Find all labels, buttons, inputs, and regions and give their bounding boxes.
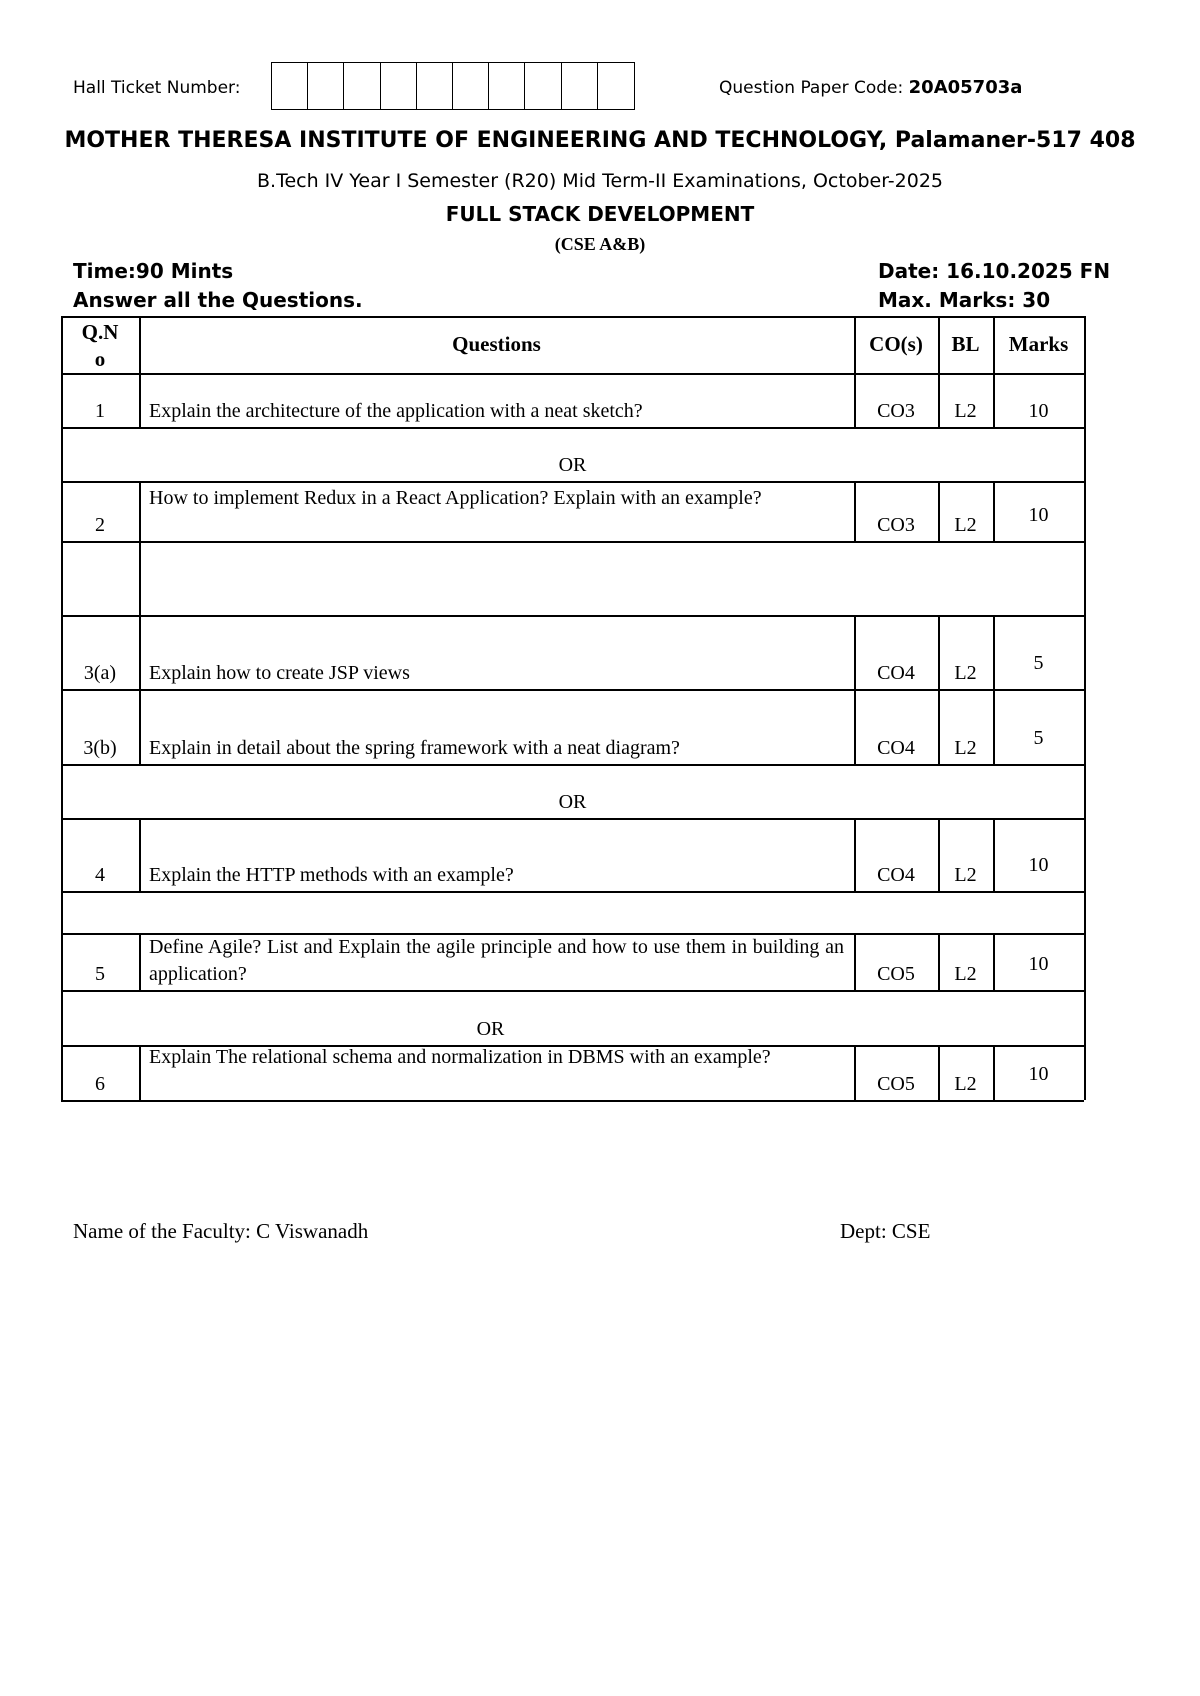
bl-value: L2 — [954, 963, 977, 985]
hall-ticket-boxes — [271, 62, 635, 110]
marks-value: 10 — [1028, 854, 1049, 876]
table-rule — [61, 818, 1084, 820]
hall-ticket-digit-box — [272, 63, 308, 109]
table-rule — [139, 933, 141, 990]
table-rule — [1084, 764, 1086, 818]
marks-value: 5 — [1033, 652, 1044, 674]
co-header: CO(s) — [869, 332, 923, 356]
branch-label: (CSE A&B) — [554, 234, 646, 254]
table-rule — [1084, 1045, 1086, 1100]
bl-value: L2 — [954, 400, 977, 422]
bl-value: L2 — [954, 662, 977, 684]
question-text: Explain the architecture of the application with a neat sketch? — [149, 400, 643, 422]
hall-ticket-digit-box — [417, 63, 453, 109]
table-rule — [1084, 481, 1086, 541]
table-rule — [61, 541, 1084, 543]
hall-ticket-digit-box — [453, 63, 489, 109]
bl-header: BL — [951, 332, 980, 356]
faculty-name: Name of the Faculty: C Viswanadh — [73, 1219, 369, 1243]
hall-ticket-digit-box — [562, 63, 598, 109]
hall-ticket-digit-box — [344, 63, 380, 109]
or-separator: OR — [558, 791, 587, 813]
question-table — [61, 316, 1084, 1100]
question-number: 5 — [95, 963, 105, 985]
marks-value: 10 — [1028, 1063, 1049, 1085]
co-value: CO4 — [877, 864, 915, 886]
question-paper-code — [719, 77, 1022, 98]
table-rule — [139, 818, 141, 891]
question-number: 3(a) — [83, 662, 117, 684]
question-number: 1 — [95, 400, 105, 422]
table-rule — [139, 373, 141, 427]
table-rule — [1084, 933, 1086, 990]
table-rule — [61, 316, 1084, 318]
table-rule — [61, 615, 1084, 617]
or-separator: OR — [558, 454, 587, 476]
question-number: 2 — [95, 514, 105, 536]
table-rule — [1084, 990, 1086, 1045]
table-rule — [1084, 316, 1086, 373]
exam-title: B.Tech IV Year I Semester (R20) Mid Term-II Examinations, October-2025 — [257, 170, 943, 192]
question-text: Explain the HTTP methods with an example? — [149, 864, 514, 886]
exam-time: Time:90 Mints — [73, 259, 234, 283]
table-rule — [1084, 427, 1086, 481]
question-text: Explain how to create JSP views — [149, 662, 410, 684]
qno-header: Q.N — [81, 320, 119, 344]
co-value: CO3 — [877, 514, 915, 536]
hall-ticket-digit-box — [308, 63, 344, 109]
question-number: 4 — [95, 864, 105, 886]
bl-value: L2 — [954, 514, 977, 536]
table-rule — [61, 990, 1084, 992]
table-rule — [139, 481, 141, 541]
co-value: CO3 — [877, 400, 915, 422]
question-text: Define Agile? List and Explain the agile principle and how to use them in building an application? — [149, 936, 844, 985]
questions-header: Questions — [452, 332, 541, 356]
co-value: CO5 — [877, 1073, 915, 1095]
bl-value: L2 — [954, 864, 977, 886]
table-rule — [1084, 541, 1086, 615]
institute-name: MOTHER THERESA INSTITUTE OF ENGINEERING AND TECHNOLOGY, Palamaner-517 408 — [64, 128, 1136, 153]
co-value: CO4 — [877, 737, 915, 759]
table-rule — [1084, 373, 1086, 427]
question-text: Explain in detail about the spring framework with a neat diagram? — [149, 737, 680, 759]
hall-ticket-digit-box — [598, 63, 634, 109]
marks-value: 10 — [1028, 953, 1049, 975]
marks-header: Marks — [1008, 332, 1069, 356]
subject-title: FULL STACK DEVELOPMENT — [445, 202, 755, 226]
table-rule — [61, 541, 63, 615]
table-rule — [1084, 818, 1086, 891]
hall-ticket-digit-box — [381, 63, 417, 109]
question-paper-code-value: 20A05703a — [908, 77, 1023, 98]
table-rule — [61, 373, 1084, 375]
marks-value: 5 — [1033, 727, 1044, 749]
table-rule — [1084, 689, 1086, 764]
question-text: How to implement Redux in a React Application? Explain with an example? — [149, 487, 762, 509]
hall-ticket-digit-box — [525, 63, 561, 109]
department: Dept: CSE — [840, 1219, 931, 1243]
hall-ticket-digit-box — [489, 63, 525, 109]
table-rule — [139, 689, 141, 764]
table-rule — [61, 764, 1084, 766]
instruction: Answer all the Questions. — [73, 288, 363, 312]
table-rule — [61, 481, 1084, 483]
table-rule — [61, 891, 1084, 893]
table-rule — [61, 689, 1084, 691]
table-rule — [1084, 891, 1086, 933]
max-marks: Max. Marks: 30 — [878, 288, 1051, 312]
table-rule — [139, 541, 141, 615]
bl-value: L2 — [954, 737, 977, 759]
exam-date: Date: 16.10.2025 FN — [878, 259, 1111, 283]
bl-value: L2 — [954, 1073, 977, 1095]
table-rule — [61, 427, 1084, 429]
marks-value: 10 — [1028, 504, 1049, 526]
or-separator: OR — [476, 1018, 505, 1040]
table-rule — [139, 1045, 141, 1100]
question-number: 6 — [95, 1073, 105, 1095]
table-rule — [61, 891, 63, 933]
co-value: CO4 — [877, 662, 915, 684]
question-number: 3(b) — [83, 737, 117, 759]
table-rule — [139, 615, 141, 689]
hall-ticket-label: Hall Ticket Number: — [73, 78, 241, 98]
qno-header-cont: o — [94, 347, 106, 371]
table-rule — [61, 1100, 1084, 1102]
marks-value: 10 — [1028, 400, 1049, 422]
co-value: CO5 — [877, 963, 915, 985]
question-paper-code-label: Question Paper Code: — [719, 78, 904, 98]
question-text: Explain The relational schema and normalization in DBMS with an example? — [149, 1046, 771, 1068]
table-rule — [1084, 615, 1086, 689]
